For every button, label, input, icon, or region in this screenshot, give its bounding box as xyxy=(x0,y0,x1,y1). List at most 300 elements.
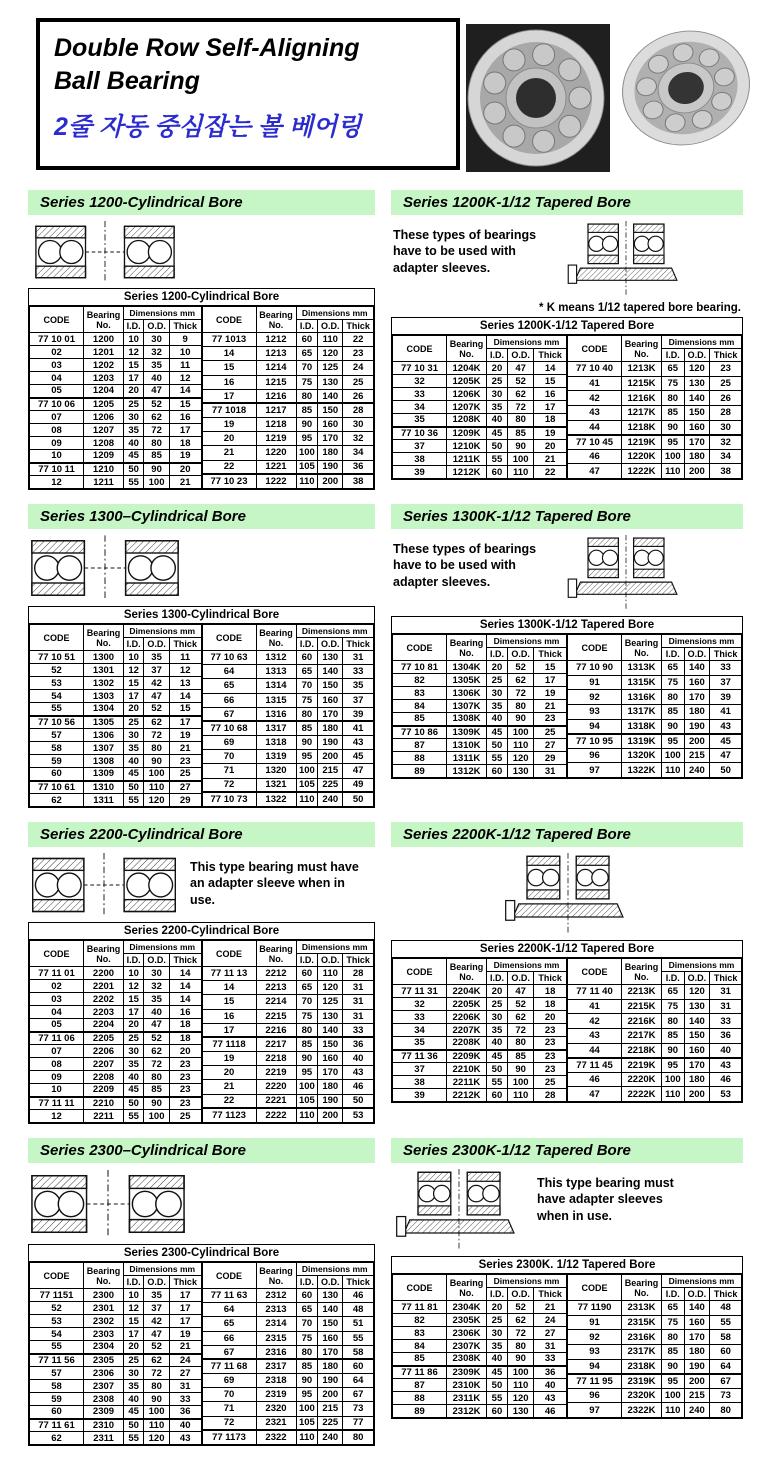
code-header: CODE xyxy=(568,959,622,985)
thick-cell: 27 xyxy=(169,781,201,794)
table-row xyxy=(568,376,742,391)
code-cell: 84 xyxy=(393,700,447,713)
id-cell: 90 xyxy=(296,1374,318,1388)
table-row xyxy=(568,362,742,377)
bearing-no-header: Bearing No. xyxy=(447,635,487,661)
id-cell: 75 xyxy=(662,675,685,690)
id-cell: 60 xyxy=(296,333,318,347)
od-cell: 180 xyxy=(318,721,343,735)
od-header: O.D. xyxy=(684,1288,710,1301)
id-cell: 65 xyxy=(296,347,318,361)
bearing-no-cell: 2213K xyxy=(622,985,662,1000)
table-row xyxy=(568,405,742,420)
thick-cell: 21 xyxy=(169,742,201,755)
bearing-no-cell: 1309 xyxy=(84,768,124,781)
od-cell: 200 xyxy=(684,464,710,479)
id-cell: 15 xyxy=(124,359,144,372)
od-cell: 215 xyxy=(684,748,710,763)
id-cell: 100 xyxy=(296,764,318,778)
od-cell: 240 xyxy=(684,1403,710,1418)
od-cell: 47 xyxy=(144,385,170,398)
id-cell: 35 xyxy=(124,1380,144,1393)
bearing-no-cell: 1300 xyxy=(84,651,124,664)
code-cell: 43 xyxy=(568,405,622,420)
code-cell: 08 xyxy=(30,1058,84,1071)
thick-cell: 41 xyxy=(343,721,374,735)
thick-cell: 60 xyxy=(343,1359,374,1373)
od-cell: 30 xyxy=(144,967,170,980)
od-cell: 130 xyxy=(318,375,343,389)
code-cell: 77 11 81 xyxy=(393,1301,447,1314)
id-cell: 75 xyxy=(296,693,318,707)
id-cell: 15 xyxy=(124,677,144,690)
table-row xyxy=(568,1315,742,1330)
code-cell: 77 10 61 xyxy=(30,781,84,794)
od-cell: 80 xyxy=(507,700,533,713)
id-cell: 20 xyxy=(124,1019,144,1032)
thick-cell: 10 xyxy=(169,346,201,359)
thick-cell: 43 xyxy=(534,1392,567,1405)
od-header: O.D. xyxy=(318,320,343,333)
id-cell: 40 xyxy=(124,755,144,768)
table-row xyxy=(30,1341,202,1354)
thick-cell: 16 xyxy=(169,411,201,424)
bearing-no-cell: 2311K xyxy=(447,1392,487,1405)
thick-cell: 21 xyxy=(534,1301,567,1314)
od-cell: 80 xyxy=(144,1380,170,1393)
bearing-no-cell: 1320 xyxy=(256,764,296,778)
table-row xyxy=(202,1359,374,1373)
section-series-1300 xyxy=(28,504,375,808)
series-1200-table-left xyxy=(29,306,202,489)
table-row xyxy=(568,464,742,479)
thick-cell: 36 xyxy=(343,1037,374,1051)
od-cell: 110 xyxy=(507,466,533,479)
thick-cell: 27 xyxy=(534,739,567,752)
bearing-no-cell: 2217 xyxy=(256,1037,296,1051)
id-cell: 45 xyxy=(487,427,508,440)
table-row xyxy=(30,781,202,794)
thick-cell: 53 xyxy=(710,1087,742,1102)
od-cell: 52 xyxy=(507,661,533,674)
table-row xyxy=(393,1037,567,1050)
thick-cell: 50 xyxy=(343,1094,374,1108)
thick-cell: 18 xyxy=(534,414,567,427)
series-2300-table xyxy=(28,1261,375,1446)
thick-cell: 11 xyxy=(169,651,201,664)
od-cell: 110 xyxy=(318,967,343,981)
thick-cell: 67 xyxy=(710,1374,742,1389)
od-cell: 62 xyxy=(507,388,533,401)
code-header: CODE xyxy=(30,307,84,333)
bearing-no-cell: 1315 xyxy=(256,693,296,707)
id-cell: 80 xyxy=(662,690,685,705)
table-row xyxy=(30,463,202,476)
id-cell: 60 xyxy=(296,1289,318,1303)
id-cell: 12 xyxy=(124,664,144,677)
id-cell: 80 xyxy=(296,707,318,721)
bearing-no-cell: 2220K xyxy=(622,1072,662,1087)
table-row xyxy=(393,427,567,440)
thick-cell: 53 xyxy=(343,1108,374,1122)
od-cell: 62 xyxy=(507,1314,533,1327)
code-cell: 17 xyxy=(202,389,256,403)
table-row xyxy=(393,674,567,687)
bearing-no-cell: 2303 xyxy=(84,1328,124,1341)
id-cell: 80 xyxy=(662,1014,685,1029)
id-cell: 90 xyxy=(662,1359,685,1374)
bearing-no-cell: 2211K xyxy=(447,1076,487,1089)
thick-header: Thick xyxy=(710,972,742,985)
table-row xyxy=(202,1094,374,1108)
code-cell: 66 xyxy=(202,693,256,707)
dimensions-header: Dimensions mm xyxy=(124,1263,202,1276)
table-row xyxy=(393,1314,567,1327)
bearing-no-cell: 1307K xyxy=(447,700,487,713)
dimensions-header: Dimensions mm xyxy=(662,635,742,648)
section-series-2300k xyxy=(391,1138,743,1419)
thick-cell: 11 xyxy=(169,359,201,372)
od-cell: 47 xyxy=(144,1019,170,1032)
table-row xyxy=(202,1108,374,1122)
code-cell: 20 xyxy=(202,1066,256,1080)
od-cell: 110 xyxy=(318,333,343,347)
bearing-no-header: Bearing No. xyxy=(84,1263,124,1289)
table-row xyxy=(202,1009,374,1023)
bearing-no-cell: 1200 xyxy=(84,333,124,346)
id-cell: 100 xyxy=(662,748,685,763)
od-cell: 90 xyxy=(144,1097,170,1110)
id-cell: 20 xyxy=(487,1301,508,1314)
bearing-no-cell: 1305K xyxy=(447,674,487,687)
bearing-no-header: Bearing No. xyxy=(256,941,296,967)
thick-cell: 48 xyxy=(710,1301,742,1316)
code-header: CODE xyxy=(30,941,84,967)
table-row xyxy=(202,778,374,792)
code-cell: 69 xyxy=(202,1374,256,1388)
id-cell: 30 xyxy=(487,687,508,700)
od-cell: 90 xyxy=(507,1063,533,1076)
table-row xyxy=(568,999,742,1014)
adapter-sleeve-note: This type bearing must have an adapter sleeve when in use. xyxy=(190,860,359,907)
thick-cell: 40 xyxy=(343,1052,374,1066)
table-row xyxy=(568,763,742,778)
bearing-photo-tilted xyxy=(609,16,760,160)
bearing-no-cell: 2322 xyxy=(256,1430,296,1444)
id-cell: 85 xyxy=(296,1037,318,1051)
bearing-no-cell: 1208 xyxy=(84,437,124,450)
bearing-no-cell: 1208K xyxy=(447,414,487,427)
code-cell: 64 xyxy=(202,665,256,679)
thick-cell: 43 xyxy=(343,1066,374,1080)
thick-cell: 43 xyxy=(710,1058,742,1073)
bearing-no-header: Bearing No. xyxy=(622,959,662,985)
thick-cell: 67 xyxy=(343,1388,374,1402)
od-cell: 62 xyxy=(144,411,170,424)
id-cell: 110 xyxy=(662,464,685,479)
code-cell: 62 xyxy=(30,1432,84,1445)
od-cell: 140 xyxy=(318,389,343,403)
code-cell: 85 xyxy=(393,1353,447,1366)
series-2200-banner: Series 2200-Cylindrical Bore xyxy=(28,822,375,847)
series-2300k-table-right xyxy=(567,1274,742,1418)
code-cell: 77 1173 xyxy=(202,1430,256,1444)
bearing-no-cell: 2305 xyxy=(84,1354,124,1367)
bearing-no-cell: 1321 xyxy=(256,778,296,792)
code-cell: 83 xyxy=(393,687,447,700)
od-cell: 170 xyxy=(684,435,710,450)
section-series-2300 xyxy=(28,1138,375,1446)
table-row xyxy=(568,420,742,435)
thick-cell: 36 xyxy=(534,1366,567,1379)
thick-cell: 40 xyxy=(169,1419,201,1432)
thick-cell: 47 xyxy=(343,764,374,778)
id-cell: 20 xyxy=(487,661,508,674)
od-cell: 130 xyxy=(684,376,710,391)
table-row xyxy=(393,401,567,414)
thick-cell: 23 xyxy=(710,362,742,377)
id-cell: 75 xyxy=(296,375,318,389)
id-cell: 50 xyxy=(487,440,508,453)
series-2300-table-title: Series 2300-Cylindrical Bore xyxy=(28,1244,375,1261)
bearing-no-cell: 2315K xyxy=(622,1315,662,1330)
table-row xyxy=(568,748,742,763)
id-cell: 100 xyxy=(296,1080,318,1094)
thick-cell: 17 xyxy=(169,1289,201,1302)
thick-cell: 21 xyxy=(534,700,567,713)
series-2200-table-right xyxy=(202,940,375,1123)
thick-cell: 21 xyxy=(534,453,567,466)
id-cell: 25 xyxy=(124,716,144,729)
table-row xyxy=(568,1344,742,1359)
bearing-no-cell: 1205 xyxy=(84,398,124,411)
thick-cell: 17 xyxy=(169,716,201,729)
bearing-no-cell: 1322 xyxy=(256,792,296,806)
table-row xyxy=(30,1084,202,1097)
series-1200-table-right xyxy=(202,306,375,489)
table-row xyxy=(568,1058,742,1073)
bearing-no-cell: 2301 xyxy=(84,1302,124,1315)
thick-cell: 43 xyxy=(169,1432,201,1445)
bearing-no-cell: 2312 xyxy=(256,1289,296,1303)
od-cell: 180 xyxy=(318,1080,343,1094)
bearing-no-cell: 2319K xyxy=(622,1374,662,1389)
id-cell: 45 xyxy=(487,726,508,739)
od-cell: 52 xyxy=(144,703,170,716)
id-cell: 75 xyxy=(296,1331,318,1345)
thick-cell: 43 xyxy=(343,736,374,750)
id-cell: 90 xyxy=(296,418,318,432)
od-cell: 240 xyxy=(318,1430,343,1444)
od-cell: 72 xyxy=(507,1327,533,1340)
table-row xyxy=(568,1043,742,1058)
code-cell: 77 10 31 xyxy=(393,362,447,375)
id-cell: 50 xyxy=(124,1419,144,1432)
table-row xyxy=(202,995,374,1009)
table-row xyxy=(202,403,374,417)
code-cell: 10 xyxy=(30,450,84,463)
thick-header: Thick xyxy=(343,320,374,333)
thick-cell: 73 xyxy=(343,1402,374,1416)
bearing-no-cell: 1216 xyxy=(256,389,296,403)
bearing-no-cell: 2218K xyxy=(622,1043,662,1058)
id-cell: 110 xyxy=(296,1108,318,1122)
table-row xyxy=(30,1380,202,1393)
bearing-no-cell: 1316 xyxy=(256,707,296,721)
thick-cell: 45 xyxy=(710,734,742,749)
table-row xyxy=(202,764,374,778)
id-cell: 70 xyxy=(296,995,318,1009)
od-cell: 62 xyxy=(507,1011,533,1024)
id-cell: 35 xyxy=(487,1024,508,1037)
od-cell: 140 xyxy=(684,661,710,676)
od-cell: 90 xyxy=(144,463,170,476)
od-cell: 47 xyxy=(144,1328,170,1341)
thick-cell: 36 xyxy=(169,1406,201,1419)
od-cell: 120 xyxy=(684,985,710,1000)
od-cell: 170 xyxy=(684,1330,710,1345)
id-cell: 17 xyxy=(124,690,144,703)
bearing-no-cell: 2212 xyxy=(256,967,296,981)
dimensions-header: Dimensions mm xyxy=(662,1275,742,1288)
bearing-no-cell: 2222K xyxy=(622,1087,662,1102)
code-cell: 33 xyxy=(393,388,447,401)
code-cell: 89 xyxy=(393,765,447,778)
series-2200k-table-left xyxy=(392,958,567,1102)
id-cell: 80 xyxy=(296,1345,318,1359)
bearing-no-cell: 2316K xyxy=(622,1330,662,1345)
od-cell: 170 xyxy=(318,432,343,446)
od-cell: 90 xyxy=(144,755,170,768)
code-cell: 19 xyxy=(202,1052,256,1066)
bearing-no-header: Bearing No. xyxy=(622,336,662,362)
code-cell: 03 xyxy=(30,993,84,1006)
id-cell: 40 xyxy=(124,437,144,450)
thick-cell: 17 xyxy=(534,674,567,687)
id-cell: 100 xyxy=(662,1388,685,1403)
bearing-no-cell: 2308 xyxy=(84,1393,124,1406)
bearing-no-cell: 1218K xyxy=(622,420,662,435)
id-cell: 65 xyxy=(296,981,318,995)
id-cell: 35 xyxy=(124,742,144,755)
od-cell: 160 xyxy=(684,420,710,435)
id-cell: 75 xyxy=(662,376,685,391)
thick-cell: 55 xyxy=(710,1315,742,1330)
id-cell: 85 xyxy=(662,704,685,719)
code-header: CODE xyxy=(202,625,256,651)
code-cell: 77 10 63 xyxy=(202,651,256,665)
thick-cell: 25 xyxy=(534,1076,567,1089)
thick-cell: 38 xyxy=(343,474,374,488)
thick-cell: 50 xyxy=(710,763,742,778)
bearing-no-cell: 1317 xyxy=(256,721,296,735)
bearing-no-cell: 1302 xyxy=(84,677,124,690)
bearing-no-cell: 1220 xyxy=(256,446,296,460)
od-cell: 100 xyxy=(507,1076,533,1089)
thick-cell: 15 xyxy=(169,398,201,411)
section-series-1200 xyxy=(28,190,375,490)
code-cell: 20 xyxy=(202,432,256,446)
code-cell: 96 xyxy=(568,1388,622,1403)
bearing-no-cell: 1307 xyxy=(84,742,124,755)
thick-cell: 12 xyxy=(169,372,201,385)
code-cell: 22 xyxy=(202,460,256,474)
table-row xyxy=(393,1340,567,1353)
code-cell: 38 xyxy=(393,1076,447,1089)
od-cell: 52 xyxy=(507,998,533,1011)
table-row xyxy=(568,1374,742,1389)
code-cell: 77 10 36 xyxy=(393,427,447,440)
table-row xyxy=(30,1058,202,1071)
code-header: CODE xyxy=(202,941,256,967)
code-cell: 03 xyxy=(30,359,84,372)
id-cell: 100 xyxy=(662,449,685,464)
thick-cell: 14 xyxy=(534,362,567,375)
table-row xyxy=(393,700,567,713)
table-row xyxy=(30,1432,202,1445)
table-row xyxy=(30,651,202,664)
thick-header: Thick xyxy=(169,1276,201,1289)
thick-cell: 14 xyxy=(169,980,201,993)
table-row xyxy=(393,661,567,674)
code-cell: 34 xyxy=(393,1024,447,1037)
bearing-no-cell: 1222 xyxy=(256,474,296,488)
code-header: CODE xyxy=(30,1263,84,1289)
series-2300-banner: Series 2300–Cylindrical Bore xyxy=(28,1138,375,1163)
code-cell: 77 1123 xyxy=(202,1108,256,1122)
od-cell: 35 xyxy=(144,651,170,664)
table-row xyxy=(202,1066,374,1080)
table-row xyxy=(30,1367,202,1380)
od-cell: 62 xyxy=(144,1045,170,1058)
code-cell: 72 xyxy=(202,1416,256,1430)
code-cell: 67 xyxy=(202,1345,256,1359)
od-cell: 52 xyxy=(507,375,533,388)
code-cell: 77 11 13 xyxy=(202,967,256,981)
code-cell: 64 xyxy=(202,1303,256,1317)
od-cell: 80 xyxy=(507,1340,533,1353)
code-cell: 77 1118 xyxy=(202,1037,256,1051)
thick-cell: 31 xyxy=(534,765,567,778)
bearing-no-cell: 2315 xyxy=(256,1331,296,1345)
id-cell: 40 xyxy=(487,713,508,726)
code-cell: 42 xyxy=(568,1014,622,1029)
code-cell: 93 xyxy=(568,704,622,719)
bearing-no-cell: 2216 xyxy=(256,1023,296,1037)
table-row xyxy=(393,985,567,998)
table-row xyxy=(568,661,742,676)
id-cell: 30 xyxy=(124,729,144,742)
id-cell: 85 xyxy=(662,1028,685,1043)
thick-cell: 47 xyxy=(710,748,742,763)
id-cell: 35 xyxy=(124,1058,144,1071)
od-cell: 170 xyxy=(684,690,710,705)
code-cell: 67 xyxy=(202,707,256,721)
id-cell: 85 xyxy=(662,1344,685,1359)
bearing-no-cell: 2208K xyxy=(447,1037,487,1050)
bearing-cross-section-diagram xyxy=(30,535,180,601)
code-cell: 07 xyxy=(30,411,84,424)
bearing-no-cell: 2215 xyxy=(256,1009,296,1023)
table-row xyxy=(30,690,202,703)
table-row xyxy=(393,765,567,778)
thick-header: Thick xyxy=(169,320,201,333)
bearing-no-cell: 1217K xyxy=(622,405,662,420)
od-cell: 215 xyxy=(684,1388,710,1403)
od-cell: 190 xyxy=(318,1094,343,1108)
od-cell: 42 xyxy=(144,677,170,690)
code-cell: 04 xyxy=(30,372,84,385)
